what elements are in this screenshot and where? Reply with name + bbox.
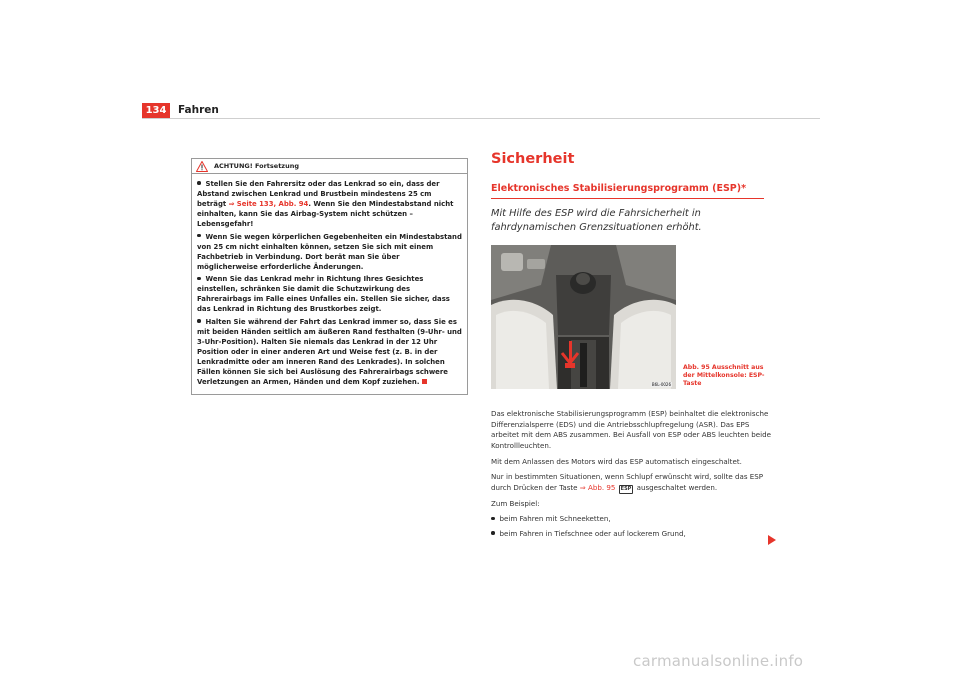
subsection-title: Elektronisches Stabilisierungsprogramm (ESP)* [491, 183, 747, 194]
warning-box [191, 158, 468, 395]
center-console-figure [491, 245, 676, 389]
warning-item [197, 233, 462, 273]
warning-triangle-icon [196, 161, 208, 172]
header-divider [142, 118, 820, 119]
warning-header [192, 159, 467, 174]
bullet-icon [491, 531, 495, 535]
body-paragraph [491, 472, 771, 494]
body-paragraph: Mit dem Anlassen des Motors wird das ESP automatisch eingeschaltet. [491, 456, 742, 466]
body-paragraph: Das elektronische Stabilisierungsprogramm (ESP) beinhaltet die elektronische Differenzialsperre (EDS) und die Antriebsschlupfregelung (ASR). Das EPS arbeitet mit dem ABS zusammen. Bei Ausfall von ESP oder ABS leuchten beide Kontrollleuchten. [491, 409, 771, 450]
esp-key-icon: ESP [620, 485, 632, 492]
page-number: 134 [142, 103, 170, 118]
warning-item-text: Stellen Sie den Fahrersitz oder das Lenkrad so ein, dass der Abstand zwischen Lenkrad und Brustbein mindestens 25 cm beträgt [197, 180, 440, 208]
section-title: Sicherheit [491, 151, 575, 167]
bullet-icon [197, 181, 201, 185]
list-item-text: beim Fahren mit Schneeketten, [499, 514, 611, 524]
bullet-icon [197, 234, 201, 238]
list-item [491, 514, 771, 525]
warning-item [197, 275, 462, 315]
bullet-icon [197, 319, 201, 323]
chapter-title: Fahren [178, 104, 219, 116]
bullet-icon [491, 517, 495, 521]
warning-item [197, 180, 462, 230]
warning-item [197, 318, 462, 388]
body-text-span: Nur in bestimmten Situationen, wenn Schlupf erwünscht wird, sollte das ESP durch Drücken der Taste [491, 472, 764, 492]
warning-item-text: . Wenn Sie den Mindestabstand nicht einhalten, kann Sie das Airbag-System nicht schützen – Lebensgefahr! [197, 199, 454, 228]
end-marker-icon [422, 379, 427, 384]
center-console-illustration [491, 245, 676, 389]
list-item-text: beim Fahren in Tiefschnee oder auf lockerem Grund, [499, 529, 686, 539]
figure-caption: Abb. 95 Ausschnitt aus der Mittelkonsole: ESP-Taste [683, 364, 765, 388]
next-page-arrow-icon[interactable] [768, 535, 776, 545]
watermark: carmanualsonline.info [633, 652, 804, 670]
warning-body [192, 174, 467, 388]
lead-text: Mit Hilfe des ESP wird die Fahrsicherheit in fahrdynamischen Grenzsituationen erhöht. [491, 208, 702, 234]
warning-item-text: Wenn Sie das Lenkrad mehr in Richtung Ihres Gesichtes einstellen, schränken Sie damit die Schutzwirkung des Fahrerairbags im Falle eines Unfalles ein. Stellen Sie sicher, dass das Lenkrad in Richtung des Brustkorbes zeigt. [197, 275, 450, 314]
figure-code: B6L-0026 [651, 382, 671, 387]
body-text-span: ausgeschaltet werden. [634, 482, 718, 492]
body-text [491, 409, 771, 544]
warning-title: ACHTUNG! Fortsetzung [214, 162, 299, 170]
warning-item-text: Wenn Sie wegen körperlichen Gegebenheiten ein Mindestabstand von 25 cm nicht einhalten können, setzen Sie sich mit einem Fachbetrieb in Verbindung. Dort berät man Sie über möglicherweise erforderliche Änderungen. [197, 232, 462, 271]
list-item [491, 529, 771, 540]
page-reference-link[interactable]: ⇒ Seite 133, Abb. 94 [228, 199, 309, 208]
warning-item-text: Halten Sie während der Fahrt das Lenkrad immer so, dass Sie es mit beiden Händen seitlich am äußeren Rand festhalten (9-Uhr- und 3-Uhr-Position). Halten Sie niemals das Lenkrad in der 12 Uhr Position oder in einer anderen Art und Weise fest (z. B. in der Lenkradmitte oder am inneren Rand des Lenkrades). In solchen Fällen können Sie sich bei Auslösung des Fahrerairbags schwere Verletzungen an Armen, Händen und dem Kopf zuziehen. [197, 318, 462, 386]
figure-reference-link[interactable]: ⇒ Abb. 95 [579, 482, 616, 492]
body-paragraph: Zum Beispiel: [491, 498, 540, 508]
subsection-divider [491, 198, 764, 199]
bullet-icon [197, 277, 201, 281]
